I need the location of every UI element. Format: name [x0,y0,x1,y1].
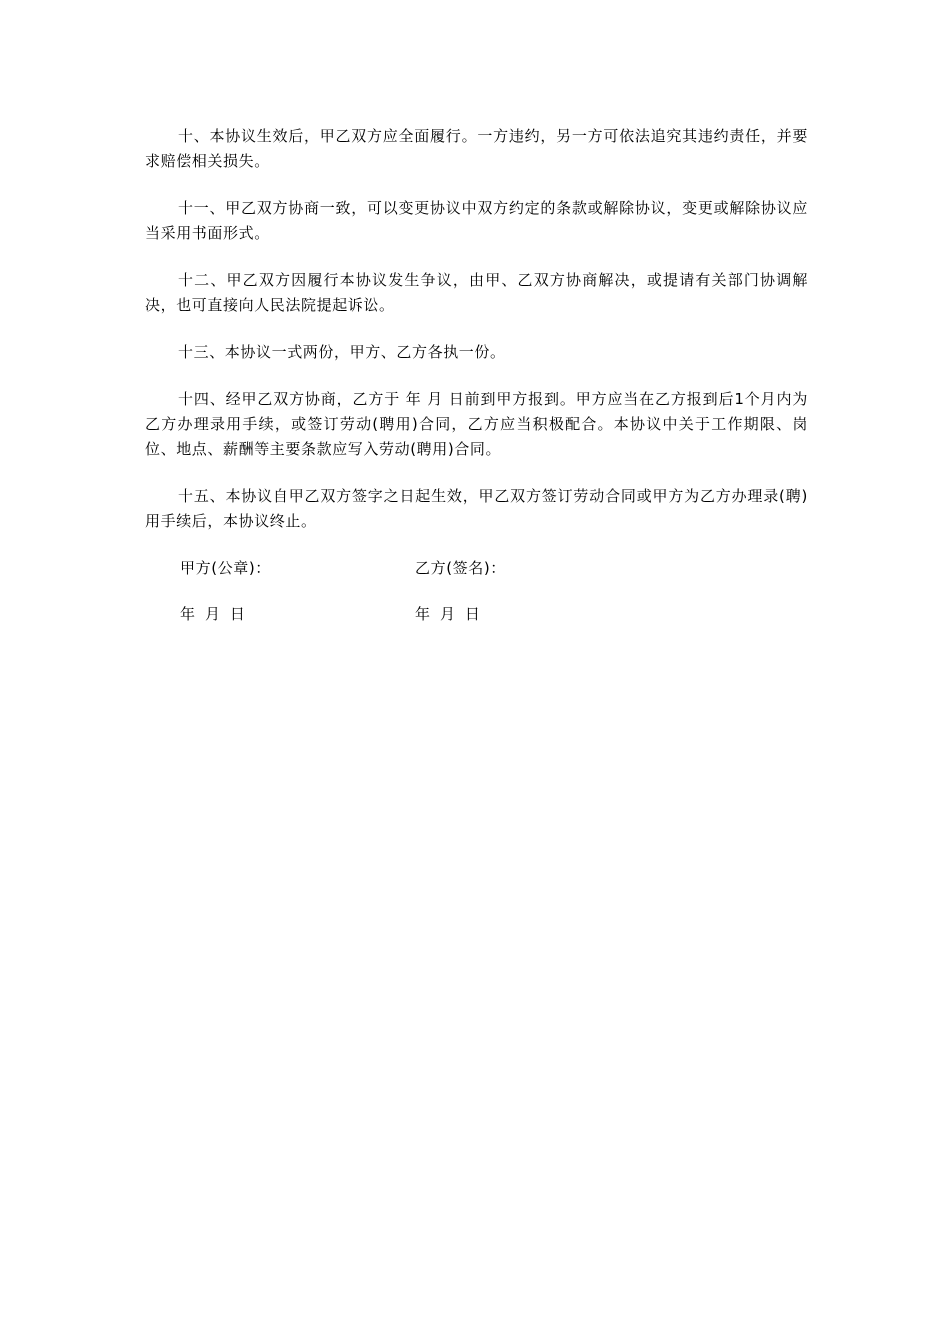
clause-15: 十五、本协议自甲乙双方签字之日起生效，甲乙双方签订劳动合同或甲方为乙方办理录(聘)用手续后，本协议终止。 [145,487,808,530]
party-a-seal-label: 甲方(公章)： [180,559,271,577]
date-row [145,602,808,627]
party-b-sign-label: 乙方(签名)： [415,559,506,577]
document-body [145,124,808,627]
party-a-date: 年 月 日 [180,605,246,623]
clause-12: 十二、甲乙双方因履行本协议发生争议，由甲、乙双方协商解决，或提请有关部门协调解决，也可直接向人民法院提起诉讼。 [145,271,808,314]
clause-10: 十、本协议生效后，甲乙双方应全面履行。一方违约，另一方可依法追究其违约责任，并要求赔偿相关损失。 [145,127,808,170]
clause-13: 十三、本协议一式两份，甲方、乙方各执一份。 [178,343,506,361]
clause-11: 十一、甲乙双方协商一致，可以变更协议中双方约定的条款或解除协议，变更或解除协议应当采用书面形式。 [145,199,808,242]
signature-row [145,556,808,581]
party-b-date: 年 月 日 [415,605,481,623]
clause-14: 十四、经甲乙双方协商，乙方于 年 月 日前到甲方报到。甲方应当在乙方报到后1个月内为乙方办理录用手续，或签订劳动(聘用)合同，乙方应当积极配合。本协议中关于工作期限、岗位、地点、薪酬等主要条款应写入劳动(聘用)合同。 [145,390,808,458]
